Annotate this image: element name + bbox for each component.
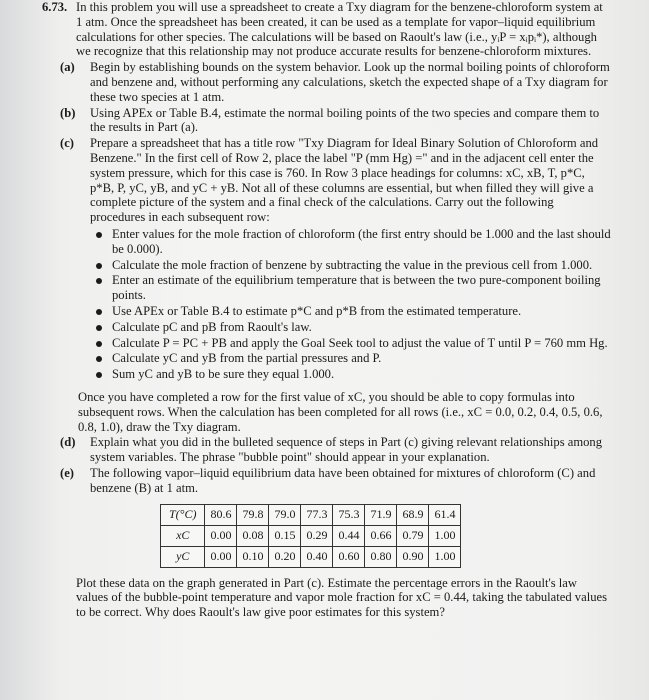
- table-row-header: xC: [161, 525, 205, 546]
- list-item: Calculate P = PC + PB and apply the Goal Seek tool to adjust the value of T until P = 760 mm Hg.: [112, 336, 612, 351]
- table-cell: 77.3: [301, 504, 333, 525]
- table-cell: 79.8: [237, 504, 269, 525]
- list-item: Calculate yC and yB from the partial pressures and P.: [112, 351, 612, 366]
- list-item: Calculate pC and pB from Raoult's law.: [112, 320, 612, 335]
- part-e-text: The following vapor–liquid equilibrium data have been obtained for mixtures of chloroform (C) and benzene (B) at 1 atm.: [90, 465, 596, 495]
- part-d-label: (d): [60, 435, 76, 450]
- part-c: [60, 136, 612, 225]
- part-a-label: (a): [60, 60, 75, 75]
- part-d: [60, 435, 612, 465]
- part-b: [60, 105, 612, 136]
- table-row-header: T(°C): [161, 504, 205, 525]
- table-cell: 0.15: [269, 525, 301, 546]
- table-cell: 1.00: [429, 546, 461, 567]
- vle-data-table: [160, 504, 461, 568]
- table-cell: 0.80: [365, 546, 397, 567]
- table-cell: 0.00: [205, 525, 237, 546]
- table-row: [161, 546, 461, 567]
- part-d-text: Explain what you did in the bulleted sequence of steps in Part (c) giving relevant relationships among system variables. The phrase "bubble point" should appear in your explanation.: [90, 435, 603, 465]
- table-row: [161, 504, 461, 525]
- table-cell: 68.9: [397, 504, 429, 525]
- part-b-label: (b): [60, 105, 76, 120]
- problem-intro: [42, 0, 612, 59]
- problem-block: [42, 0, 612, 620]
- table-cell: 61.4: [429, 504, 461, 525]
- table-cell: 0.79: [397, 525, 429, 546]
- list-item: Enter an estimate of the equilibrium temperature that is between the two pure-component boiling points.: [112, 273, 612, 303]
- part-a-text: Begin by establishing bounds on the system behavior. Look up the normal boiling points of chloroform and benzene and, without performing any calculations, sketch the expected shape of a Txy diagram for these two species at 1 atm.: [90, 60, 610, 104]
- list-item: Sum yC and yB to be sure they equal 1.000.: [112, 367, 612, 382]
- table-cell: 0.90: [397, 546, 429, 567]
- problem-number: 6.73.: [42, 0, 68, 14]
- table-cell: 0.44: [333, 525, 365, 546]
- list-item: Enter values for the mole fraction of chloroform (the first entry should be 1.000 and the last should be 0.000).: [112, 226, 611, 256]
- part-a: [60, 60, 612, 104]
- table-cell: 0.29: [301, 525, 333, 546]
- part-b-text: Using APEx or Table B.4, estimate the normal boiling points of the two species and compare them to the results in Part (a).: [90, 105, 600, 135]
- list-item: Calculate the mole fraction of benzene by subtracting the value in the previous cell from 1.000.: [112, 258, 612, 273]
- intro-text: In this problem you will use a spreadsheet to create a Txy diagram for the benzene-chloroform system at 1 atm. Once the spreadsheet has been created, it can be used as a template for vapor–liquid equilibrium calculations for other species. The calculations will be based on Raoult's law (i.e., yᵢP = xᵢpᵢ*), although we recognize that this relationship may not produce accurate results for benzene-chloroform mixtures.: [76, 0, 603, 59]
- table-row-header: yC: [161, 546, 205, 567]
- table-cell: 80.6: [205, 504, 237, 525]
- table-cell: 0.10: [237, 546, 269, 567]
- part-e: [60, 465, 612, 496]
- table-cell: 71.9: [365, 504, 397, 525]
- table-cell: 0.00: [205, 546, 237, 567]
- list-item: Use APEx or Table B.4 to estimate p*C and p*B from the estimated temperature.: [112, 304, 612, 319]
- table-cell: 79.0: [269, 504, 301, 525]
- table-cell: 0.08: [237, 525, 269, 546]
- table-cell: 0.20: [269, 546, 301, 567]
- procedure-list: [64, 227, 612, 382]
- table-cell: 75.3: [333, 504, 365, 525]
- table-cell: 1.00: [429, 525, 461, 546]
- closing-text: Plot these data on the graph generated in Part (c). Estimate the percentage errors in the Raoult's law values of the bubble-point temperature and vapor mole fraction for xC = 0.44, taking the tabulated values to be correct. Why does Raoult's law give poor estimates for this system?: [76, 575, 607, 620]
- part-c-text: Prepare a spreadsheet that has a title row "Txy Diagram for Ideal Binary Solution of Chloroform and Benzene." In the first cell of Row 2, place the label "P (mm Hg) =" and in the adjacent cell enter the system pressure, which for this case is 760. In Row 3 place headings for columns: xC, xB, T, p*C, p*B, P, yC, yB, and yC + yB. Not all of these columns are essential, but when filled they will give a complete picture of the system and a final check of the calculations. Carry out the following procedures in each subsequent row:: [90, 136, 599, 225]
- part-c-label: (c): [60, 136, 74, 151]
- table-cell: 0.40: [301, 546, 333, 567]
- after-bullets-text: Once you have completed a row for the first value of xC, you should be able to copy formulas into subsequent rows. When the calculation has been completed for all rows (i.e., xC = 0.0, 0.2, 0.4, 0.5, 0.6, 0.8, 1.0), draw the Txy diagram.: [78, 389, 603, 434]
- table-row: [161, 525, 461, 546]
- table-cell: 0.60: [333, 546, 365, 567]
- part-e-label: (e): [60, 465, 74, 480]
- table-cell: 0.66: [365, 525, 397, 546]
